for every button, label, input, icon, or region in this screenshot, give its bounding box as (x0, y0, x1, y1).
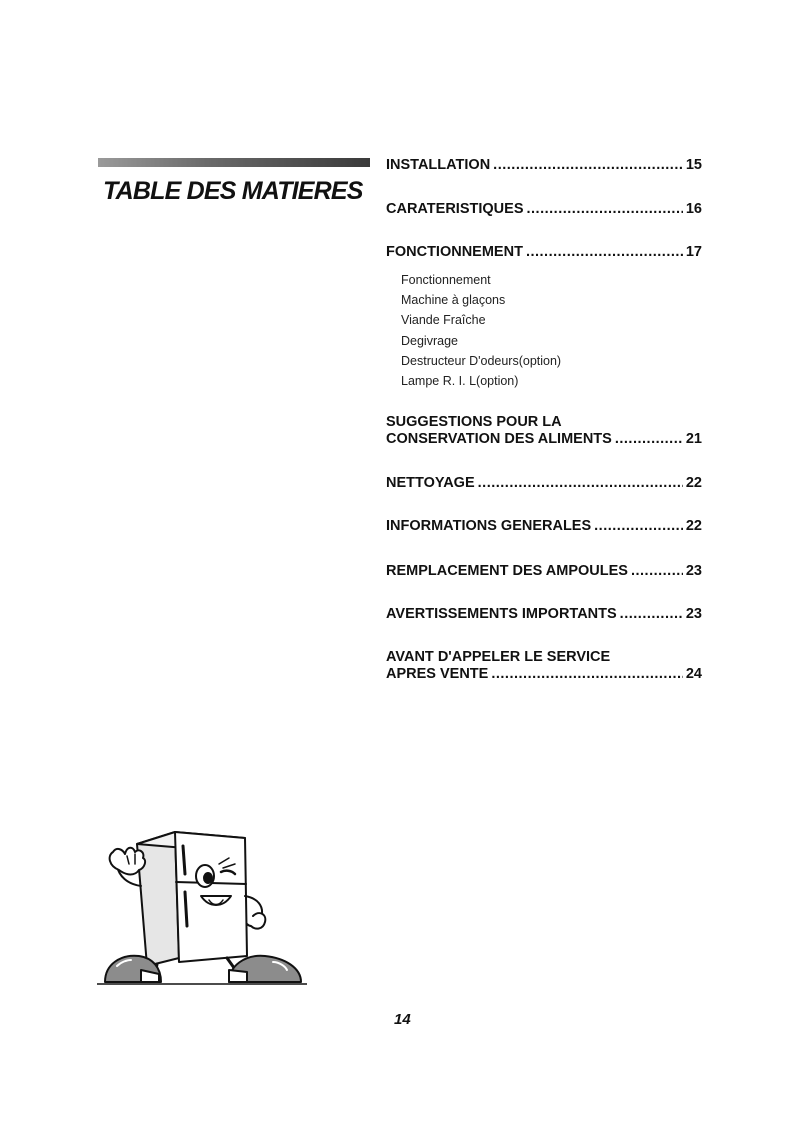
toc-item-installation[interactable] (386, 157, 702, 174)
toc-item-label: REMPLACEMENT DES AMPOULES (386, 563, 628, 579)
toc-item-caracteristiques[interactable] (386, 201, 702, 218)
toc-item-nettoyage[interactable] (386, 475, 702, 492)
toc-item-page: 17 (685, 244, 702, 260)
page-title: TABLE DES MATIERES (103, 177, 363, 205)
toc-item-label: CARATERISTIQUES (386, 201, 524, 217)
toc-leader-dots (478, 475, 683, 492)
toc-item-label-line1: AVANT D'APPELER LE SERVICE (386, 649, 611, 665)
toc-item-label: INFORMATIONS GENERALES (386, 518, 592, 534)
toc-item-page: 15 (685, 157, 702, 173)
toc-item-label-line1: SUGGESTIONS POUR LA (386, 414, 562, 430)
toc-item-page: 23 (685, 563, 702, 579)
toc-item-avertissements[interactable] (386, 606, 702, 623)
toc-leader-dots (493, 157, 683, 174)
title-bar (98, 158, 370, 167)
subsection-item[interactable]: Fonctionnement (401, 273, 491, 287)
toc-item-label: INSTALLATION (386, 157, 491, 173)
toc-item-page: 23 (685, 606, 702, 622)
toc-item-page: 24 (685, 666, 702, 682)
refrigerator-mascot-icon (97, 826, 307, 986)
toc-leader-dots (491, 666, 683, 683)
subsection-item[interactable]: Degivrage (401, 333, 458, 348)
toc-item-label: AVERTISSEMENTS IMPORTANTS (386, 606, 617, 622)
toc-leader-dots (615, 431, 683, 448)
toc-item-page: 16 (685, 201, 702, 217)
subsection-item[interactable]: Lampe R. I. L(option) (401, 374, 519, 389)
toc-leader-dots (527, 201, 683, 218)
toc-item-label: NETTOYAGE (386, 475, 475, 491)
subsection-item[interactable]: Machine à glaçons (401, 293, 506, 308)
toc-item-page: 21 (685, 431, 702, 447)
toc-leader-dots (594, 518, 683, 535)
toc-item-page: 22 (685, 475, 702, 491)
toc-leader-dots (620, 606, 683, 623)
toc-item-remplacement-ampoules[interactable] (386, 563, 702, 580)
toc-item-fonctionnement[interactable] (386, 244, 702, 261)
subsection-item[interactable]: Viande Fraîche (401, 313, 486, 328)
subsection-item[interactable]: Destructeur D'odeurs(option) (401, 353, 562, 368)
page-number: 14 (394, 1011, 411, 1028)
toc-item-service-apres-vente[interactable] (386, 649, 702, 683)
toc-item-label: CONSERVATION DES ALIMENTS (386, 431, 612, 447)
toc-leader-dots (631, 563, 683, 580)
fonctionnement-subsections (401, 270, 561, 391)
toc-item-label: APRES VENTE (386, 666, 489, 682)
toc-leader-dots (526, 244, 683, 261)
toc-item-page: 22 (685, 518, 702, 534)
toc-item-informations-generales[interactable] (386, 518, 702, 535)
toc-item-label: FONCTIONNEMENT (386, 244, 523, 260)
toc-item-suggestions[interactable] (386, 414, 702, 448)
